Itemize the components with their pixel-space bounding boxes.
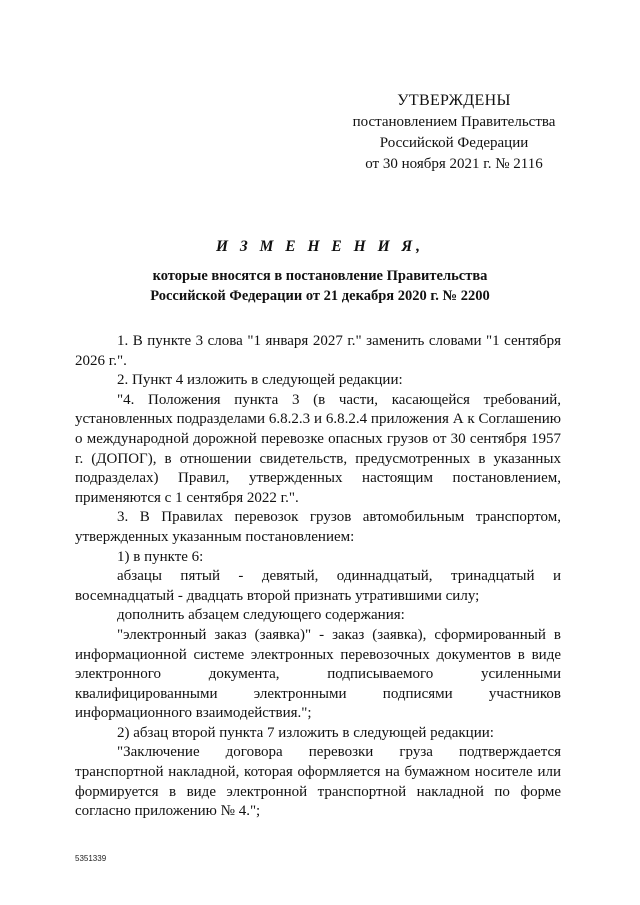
document-title: И З М Е Н Е Н И Я, bbox=[215, 238, 425, 255]
paragraph-3: "4. Положения пункта 3 (в части, касающейся требований, установленных подразделами 6.8.2.3 и 6.8.2.4 приложения А к Соглашению о международной дорожной перевозке опасных грузов от 30 сентября 1957 г. (ДОПОГ), в отношении свидетельств, предусмотренных в указанных подразделах) Правил, утвержденных настоящим постановлением, применяются с 1 сентября 2022 г.". bbox=[75, 391, 561, 506]
paragraph-10: "Заключение договора перевозки груза подтверждается транспортной накладной, которая оформляется на бумажном носителе или формируется в виде электронной транспортной накладной по форме согласно приложению № 4."; bbox=[75, 744, 561, 820]
paragraph-2: 2. Пункт 4 изложить в следующей редакции: bbox=[117, 372, 403, 389]
paragraph-7: дополнить абзацем следующего содержания: bbox=[117, 607, 405, 624]
document-subtitle-line-1: которые вносятся в постановление Правительства bbox=[152, 268, 488, 284]
paragraph-6: абзацы пятый - девятый, одиннадцатый, тринадцатый и восемнадцатый - двадцать второй признать утратившими силу; bbox=[75, 568, 561, 604]
approval-block bbox=[344, 90, 564, 175]
paragraph-1: 1. В пункте 3 слова "1 января 2027 г." заменить словами "1 сентября 2026 г.". bbox=[75, 333, 561, 369]
paragraph-9: 2) абзац второй пункта 7 изложить в следующей редакции: bbox=[117, 724, 494, 741]
document-code: 5351339 bbox=[75, 854, 107, 863]
approval-stamp: УТВЕРЖДЕНЫ bbox=[397, 92, 511, 109]
approval-line-1: постановлением Правительства bbox=[352, 114, 556, 130]
paragraph-5: 1) в пункте 6: bbox=[117, 548, 204, 565]
paragraph-4: 3. В Правилах перевозок грузов автомобильным транспортом, утвержденных указанным постановлением: bbox=[75, 509, 561, 545]
document-body bbox=[75, 332, 561, 822]
document-subtitle-line-2: Российской Федерации от 21 декабря 2020 г. № 2200 bbox=[150, 288, 490, 304]
paragraph-8: "электронный заказ (заявка)" - заказ (заявка), сформированный в информационной системе электронных перевозочных документов в виде электронного документа, подписываемого усиленными квалифицированными электронными подписями участников информационного взаимодействия."; bbox=[75, 626, 561, 722]
approval-line-2: Российской Федерации bbox=[379, 135, 529, 151]
document-heading bbox=[60, 238, 580, 306]
approval-line-3: от 30 ноября 2021 г. № 2116 bbox=[365, 156, 543, 172]
